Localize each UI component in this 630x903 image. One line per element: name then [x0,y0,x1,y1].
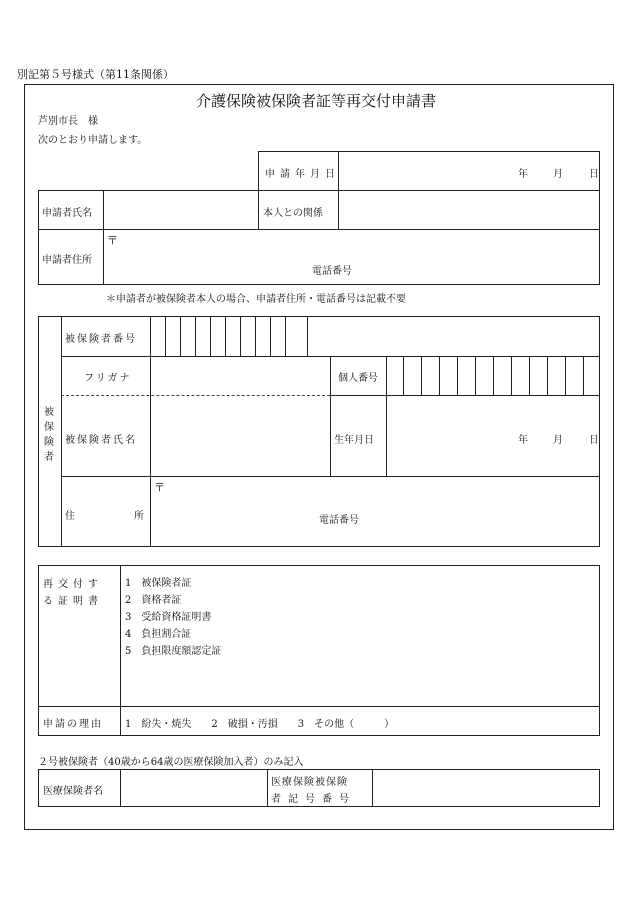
addressee: 芦別市長 様 [38,116,98,127]
page-title: 介護保険被保険者証等再交付申請書 [196,92,437,110]
personal-number-label: 個人番号 [338,373,378,384]
birth-year-label: 年 [518,435,528,446]
day-label: 日 [589,169,599,180]
applicant-phone-label: 電話番号 [312,266,352,277]
reissue-label-line2: る証明書 [43,596,103,607]
applicant-note: ＊申請者が被保険者本人の場合、申請者住所・電話番号は記載不要 [106,294,406,305]
applicant-address-label: 申請者住所 [42,255,92,266]
relation-label: 本人との関係 [263,208,323,219]
applicant-address-field[interactable] [104,230,599,284]
category2-note: ２号被保険者（40歳から64歳の医療保険加入者）のみ記入 [38,757,304,768]
intro-text: 次のとおり申請します。 [38,135,148,146]
birth-month-label: 月 [553,435,563,446]
reissue-item[interactable]: 1 被保険者証 [125,578,192,589]
insured-address-field[interactable] [151,477,599,546]
form-reference: 別記第５号様式（第11条関係） [17,68,174,81]
insurer-name-label: 医療保険者名 [43,786,103,797]
insured-symbol-field[interactable] [373,770,599,806]
year-label: 年 [518,169,528,180]
reissue-item[interactable]: 4 負担割合証 [125,629,192,640]
insured-phone-label: 電話番号 [319,515,359,526]
insurer-name-field[interactable] [121,770,266,806]
reissue-item[interactable]: 5 負担限度額認定証 [125,646,222,657]
month-label: 月 [553,169,563,180]
birth-day-label: 日 [589,435,599,446]
insured-number-label: 被保険者番号 [65,334,137,345]
reason-options[interactable]: 1 紛失・焼失 2 破損・汚損 3 その他（ ） [125,719,395,730]
reissue-item[interactable]: 2 資格者証 [125,595,182,606]
postal-mark: 〒 [107,234,118,247]
application-date-label: 申請年月日 [265,169,340,180]
insured-name-field[interactable] [151,396,329,475]
birth-date-field[interactable] [387,396,599,475]
insured-side-label: 被 保 険 者 [44,407,54,463]
furigana-label: フリガナ [84,373,132,384]
relation-field[interactable] [339,191,599,228]
reissue-block [38,565,600,736]
insured-address-label-1: 住 [65,511,75,522]
insured-number-grid [150,316,308,357]
applicant-name-label: 申請者氏名 [42,208,92,219]
reissue-item[interactable]: 3 受給資格証明書 [125,612,212,623]
reissue-label-line1: 再交付す [43,579,103,590]
insured-postal-mark: 〒 [154,481,165,494]
insured-name-label: 被保険者氏名 [65,435,137,446]
furigana-field[interactable] [151,357,329,394]
reason-label: 申請の理由 [43,719,103,730]
birth-date-label: 生年月日 [334,435,374,446]
personal-number-grid [386,356,601,396]
insured-symbol-label-1: 医療保険被保険 [271,777,348,788]
insured-address-label-2: 所 [134,511,144,522]
applicant-name-field[interactable] [104,191,257,228]
reissue-items [125,575,221,660]
insured-symbol-label-2: 者記号番号 [271,794,356,805]
